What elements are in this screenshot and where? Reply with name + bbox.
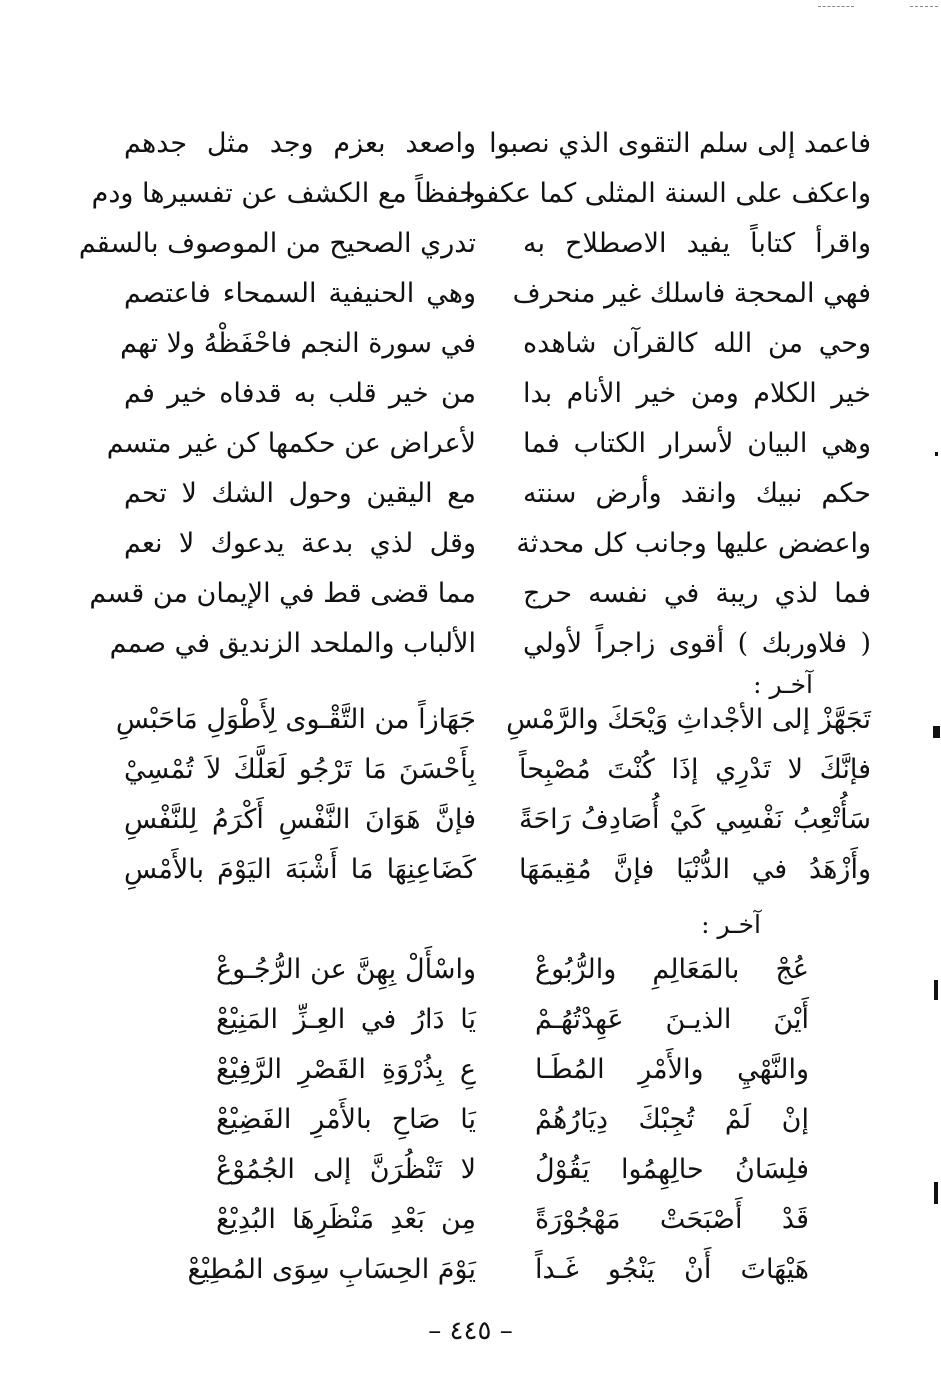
verse-first-hemistich: فاعمد إلى سلم التقوى الذي نصبوا xyxy=(489,128,871,159)
verse-second-hemistich: مما قضى قط في الإيمان من قسم xyxy=(89,578,476,609)
verse-line xyxy=(0,574,941,624)
scan-dash-mark xyxy=(910,6,938,7)
verse-first-hemistich: خير الكلام ومن خير الأنام بدا xyxy=(523,378,871,409)
verse-first-hemistich: فلِسَانُ حالِهِمُوا يَقُوْلُ xyxy=(535,1154,809,1185)
verse-second-hemistich: من خير قلب به قدفاه خير فم xyxy=(124,378,476,409)
verse-second-hemistich: مع اليقين وحول الشك لا تحم xyxy=(124,478,476,509)
verse-second-hemistich: واصعد بعزم وجد مثل جدهم xyxy=(124,128,476,159)
verse-first-hemistich: فإنَّكَ لا تَدْرِي إذَا كُنْتَ مُصْبِحاً xyxy=(519,754,871,785)
verse-second-hemistich: الألباب والملحد الزنديق في صمم xyxy=(109,628,476,659)
verse-second-hemistich: عِ بِذُرْوَةِ القَصْرِ الرَّفِيْعْ xyxy=(216,1054,476,1085)
verse-line xyxy=(0,174,941,224)
verse-line xyxy=(0,124,941,174)
verse-first-hemistich: واعكف على السنة المثلى كما عكفوا xyxy=(464,178,871,209)
verse-line xyxy=(0,1100,941,1150)
verse-line xyxy=(0,750,941,800)
verse-second-hemistich: تدري الصحيح من الموصوف بالسقم xyxy=(78,228,476,259)
verse-line xyxy=(0,1200,941,1250)
verse-second-hemistich: يَوْمَ الحِسَابِ سِوَى المُطِيْعْ xyxy=(187,1254,476,1285)
verse-first-hemistich: وحي من الله كالقرآن شاهده xyxy=(523,328,871,359)
verse-second-hemistich: في سورة النجم فاحْفَظْهُ ولا تهم xyxy=(120,328,476,359)
verse-line xyxy=(0,1000,941,1050)
verse-line xyxy=(0,324,941,374)
verse-second-hemistich: فإنَّ هَوَانَ النَّفْسِ أَكْرَمُ لِلنَّفْسِ xyxy=(124,804,476,835)
verse-line xyxy=(0,424,941,474)
verse-second-hemistich: يَا دَارُ في العِـزِّ المَنِيْعْ xyxy=(216,1004,476,1035)
verse-first-hemistich: واعضض عليها وجانب كل محدثة xyxy=(516,528,871,559)
verse-line xyxy=(0,224,941,274)
verse-first-hemistich: وهي البيان لأسرار الكتاب فما xyxy=(523,428,871,459)
verse-line xyxy=(0,950,941,1000)
verse-first-hemistich: والنَّهْيِ والأَمْرِ المُطَـا xyxy=(535,1054,809,1085)
verse-first-hemistich: فما لذي ريبة في نفسه حرج xyxy=(523,578,871,609)
verse-second-hemistich: لا تَنْظُرَنَّ إلى الجُمُوْعْ xyxy=(216,1154,476,1185)
verse-first-hemistich: حكم نبيك وانقد وأرض سنته xyxy=(523,478,871,509)
verse-second-hemistich: لأعراض عن حكمها كن غير متسم xyxy=(106,428,476,459)
verse-line xyxy=(0,274,941,324)
verse-line xyxy=(0,1150,941,1200)
scan-dash-mark xyxy=(818,6,854,7)
verse-first-hemistich: هَيْهَاتَ أَنْ يَنْجُو غَـداً xyxy=(535,1254,809,1285)
verse-first-hemistich: سَأُتْعِبُ نَفْسِي كَيْ أُصَادِفُ رَاحَةً xyxy=(519,804,871,835)
verse-line xyxy=(0,1050,941,1100)
verse-second-hemistich: واسْأَلْ بِهِنَّ عن الرُّجُـوعْ xyxy=(216,954,476,985)
verse-first-hemistich: إنْ لَمْ تُجِبْكَ دِيَارُهُمْ xyxy=(535,1104,809,1135)
verse-first-hemistich: وأَزْهَدُ في الدُّنْيَا فإنَّ مُقِيمَهَا xyxy=(519,854,871,885)
verse-first-hemistich: قَدْ أَصْبَحَتْ مَهْجُوْرَةً xyxy=(535,1204,809,1235)
poem-2 xyxy=(0,700,941,900)
scan-edge-marks xyxy=(0,0,941,20)
verse-line xyxy=(0,524,941,574)
section-label-akhar: آخـر : xyxy=(701,910,761,939)
poem-3 xyxy=(0,950,941,1300)
verse-first-hemistich: فهي المحجة فاسلك غير منحرف xyxy=(512,278,871,309)
verse-second-hemistich: بِأَحْسَنَ مَا تَرْجُو لَعَلَّكَ لاَ تُمْسِيْ xyxy=(124,754,476,785)
verse-first-hemistich: تَجَهَّزْ إلى الأجْداثِ وَيْحَكَ والرَّمْسِ xyxy=(506,704,871,735)
page-number: – ٤٤٥ – xyxy=(428,1316,513,1346)
verse-line xyxy=(0,474,941,524)
verse-second-hemistich: مِن بَعْدِ مَنْظَرِهَا البُدِيْعْ xyxy=(216,1204,476,1235)
verse-line xyxy=(0,374,941,424)
verse-second-hemistich: كَضَاعِنِهَا مَا أَشْبَهَ اليَوْمَ بالأَمْسِ xyxy=(124,854,476,885)
verse-first-hemistich: واقرأ كتاباً يفيد الاصطلاح به xyxy=(523,228,871,259)
verse-line xyxy=(0,1250,941,1300)
verse-second-hemistich: وهي الحنيفية السمحاء فاعتصم xyxy=(124,278,476,309)
verse-second-hemistich: جَهَازاً من التَّقْـوى لِأَطْوَلِ مَاحَبْسِ xyxy=(115,704,476,735)
verse-second-hemistich: يَا صَاحِ بالأَمْرِ الفَضِيْعْ xyxy=(216,1104,476,1135)
verse-line xyxy=(0,800,941,850)
verse-second-hemistich: وقل لذي بدعة يدعوك لا نعم xyxy=(124,528,476,559)
verse-line xyxy=(0,700,941,750)
verse-line xyxy=(0,850,941,900)
verse-first-hemistich: أَيْنَ الذيـنَ عَهِدْتُهُـمْ xyxy=(535,1004,809,1035)
verse-line xyxy=(0,624,941,674)
section-label-akhar: آخـر : xyxy=(753,670,813,699)
verse-second-hemistich: حفظاً مع الكشف عن تفسيرها ودم xyxy=(91,178,476,209)
verse-first-hemistich: ( فلاوربك ) أقوى زاجراً لأولي xyxy=(523,628,871,659)
verse-first-hemistich: عُجْ بالمَعَالِمِ والرُّبُوعْ xyxy=(535,954,809,985)
poem-1 xyxy=(0,124,941,684)
